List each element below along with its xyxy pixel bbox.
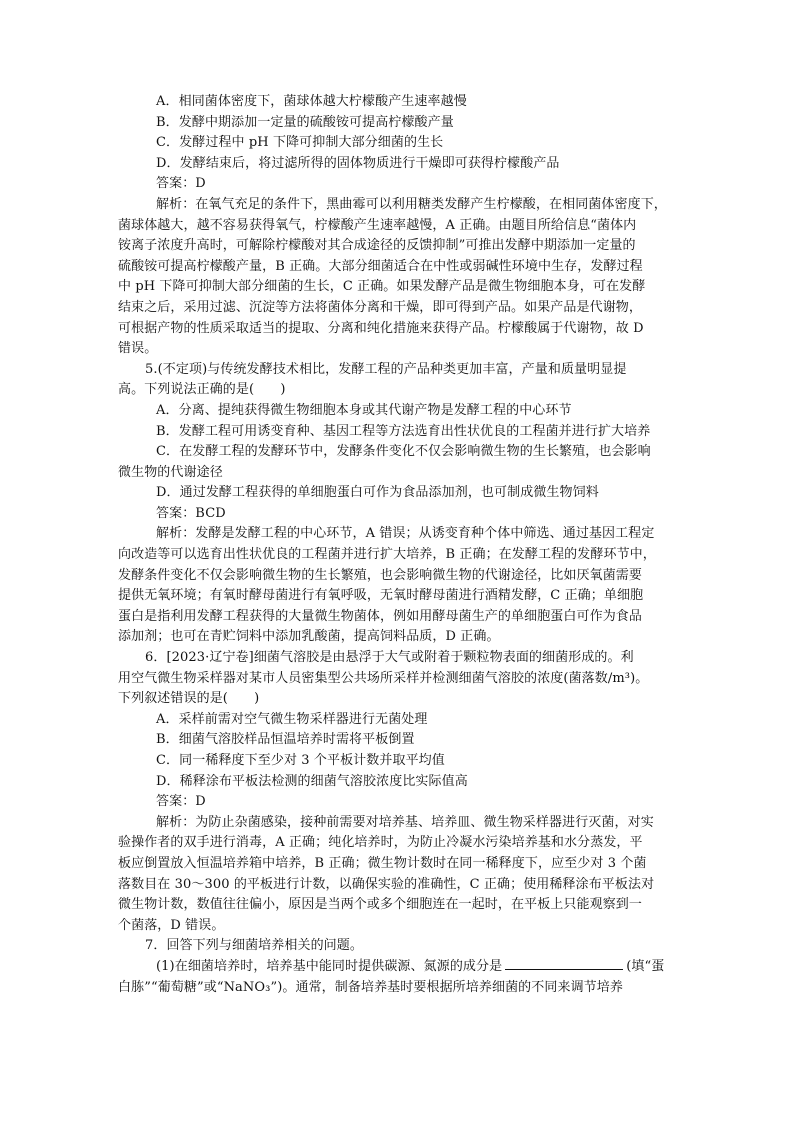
q4-explanation-line: 菌球体越大，越不容易获得氧气，柠檬酸产生速率越慢，A 正确。由题目所给信息“菌体内 xyxy=(118,217,637,233)
q5-option-c-continued: 微生物的代谢途径 xyxy=(118,464,223,480)
q4-explanation-line: 硫酸铵可提高柠檬酸产量，B 正确。大部分细菌适合在中性或弱碱性环境中生存，发酵过程 xyxy=(118,258,643,274)
q6-explanation-line: 验操作者的双手进行消毒，A 正确；纯化培养时，为防止冷凝水污染培养基和水分蒸发，平 xyxy=(118,835,643,851)
q5-explanation-line: 提供无氧环境；有氧时酵母菌进行有氧呼吸，无氧时酵母菌进行酒精发酵，C 正确；单细胞 xyxy=(118,588,644,604)
q6-explanation-line: 板应倒置放入恒温培养箱中培养，B 正确；微生物计数时在同一稀释度下，应至少对 3 个菌 xyxy=(118,855,647,871)
q4-option-b: B．发酵中期添加一定量的硫酸铵可提高柠檬酸产量 xyxy=(156,114,454,130)
q6-option-b: B．细菌气溶胶样品恒温培养时需将平板倒置 xyxy=(156,732,415,748)
q6-explanation-line: 微生物计数，数值往往偏小，原因是当两个或多个细胞连在一起时，在平板上只能观察到一 xyxy=(118,897,643,913)
q4-explanation-line: 解析：在氧气充足的条件下，黑曲霉可以利用糖类发酵产生柠檬酸，在相同菌体密度下， xyxy=(156,196,667,212)
document-page xyxy=(118,92,678,998)
q4-explanation-line: 错误。 xyxy=(118,341,158,357)
q7-stem: 7．回答下列与细菌培养相关的问题。 xyxy=(145,938,363,954)
q4-answer: 答案：D xyxy=(156,176,206,192)
q4-explanation-line: 可根据产物的性质采取适当的提取、分离和纯化措施来获得产品。柠檬酸属于代谢物，故 D xyxy=(118,320,644,336)
q6-stem-line: 用空气微生物采样器对某市人员密集型公共场所采样并检测细菌气溶胶的浓度(菌落数/m³)。 xyxy=(118,670,649,686)
q5-option-b: B．发酵工程可用诱变育种、基因工程等方法选育出性状优良的工程菌并进行扩大培养 xyxy=(156,423,651,439)
q5-explanation-line: 添加剂；也可在青贮饲料中添加乳酸菌，提高饲料品质，D 正确。 xyxy=(118,629,500,645)
q4-explanation-line: 中 pH 下降可抑制大部分细菌的生长，C 正确。如果发酵产品是微生物细胞本身，可在发酵 xyxy=(118,279,646,295)
q6-option-d: D．稀释涂布平板法检测的细菌气溶胶浓度比实际值高 xyxy=(156,773,468,789)
q5-explanation-line: 发酵条件变化不仅会影响微生物的生长繁殖，也会影响微生物的代谢途径，比如厌氧菌需要 xyxy=(118,567,643,583)
q6-answer: 答案：D xyxy=(156,794,206,810)
q5-option-d: D．通过发酵工程获得的单细胞蛋白可作为食品添加剂，也可制成微生物饲料 xyxy=(156,485,599,501)
q6-stem-line: 下列叙述错误的是( ) xyxy=(118,691,260,707)
q5-stem-line: 高。下列说法正确的是( ) xyxy=(118,382,286,398)
q4-explanation-line: 铵离子浓度升高时，可解除柠檬酸对其合成途径的反馈抑制”可推出发酵中期添加一定量的 xyxy=(118,238,636,254)
q5-explanation-line: 向改造等可以选育出性状优良的工程菌并进行扩大培养，B 正确；在发酵工程的发酵环节中， xyxy=(118,547,656,563)
q5-stem-line: 5.(不定项)与传统发酵技术相比，发酵工程的产品种类更加丰富，产量和质量明显提 xyxy=(145,361,627,377)
q7-part1-line2: 白胨”“葡萄糖”或“NaNO₃”)。通常，制备培养基时要根据所培养细菌的不同来调节培养 xyxy=(118,979,623,995)
q7-part1-line xyxy=(118,957,678,978)
q6-explanation-line: 解析：为防止杂菌感染，接种前需要对培养基、培养皿、微生物采样器进行灭菌，对实 xyxy=(156,814,654,830)
q4-option-a: A．相同菌体密度下，菌球体越大柠檬酸产生速率越慢 xyxy=(156,94,467,109)
q6-explanation-line: 落数目在 30～300 的平板进行计数，以确保实验的准确性，C 正确；使用稀释涂布平板法对 xyxy=(118,876,655,892)
q5-option-c: C．在发酵工程的发酵环节中，发酵条件变化不仅会影响微生物的生长繁殖，也会影响 xyxy=(156,444,651,460)
q5-answer: 答案：BCD xyxy=(156,505,226,521)
q4-option-c: C．发酵过程中 pH 下降可抑制大部分细菌的生长 xyxy=(156,135,444,151)
q6-option-c: C．同一稀释度下至少对 3 个平板计数并取平均值 xyxy=(156,753,445,768)
q6-option-a: A．采样前需对空气微生物采样器进行无菌处理 xyxy=(156,711,428,727)
q4-option-d: D．发酵结束后，将过滤所得的固体物质进行干燥即可获得柠檬酸产品 xyxy=(156,155,560,171)
q5-explanation-line: 蛋白是指利用发酵工程获得的大量微生物菌体，例如用酵母菌生产的单细胞蛋白可作为食品 xyxy=(118,608,643,624)
q4-explanation-line: 结束之后，采用过滤、沉淀等方法将菌体分离和干燥，即可得到产品。如果产品是代谢物， xyxy=(118,299,643,315)
q5-explanation-line: 解析：发酵是发酵工程的中心环节，A 错误；从诱变育种个体中筛选、通过基因工程定 xyxy=(156,526,655,542)
answer-blank xyxy=(505,957,623,970)
q6-explanation-line: 个菌落，D 错误。 xyxy=(118,917,225,933)
q5-option-a: A．分离、提纯获得微生物细胞本身或其代谢产物是发酵工程的中心环节 xyxy=(156,402,572,418)
q7-part1-hint: (填“蛋 xyxy=(626,958,665,974)
q7-part1-text: (1)在细菌培养时，培养基中能同时提供碳源、氮源的成分是 xyxy=(156,958,503,974)
q6-stem-line: 6．[2023·辽宁卷]细菌气溶胶是由悬浮于大气或附着于颗粒物表面的细菌形成的。利 xyxy=(145,650,634,666)
